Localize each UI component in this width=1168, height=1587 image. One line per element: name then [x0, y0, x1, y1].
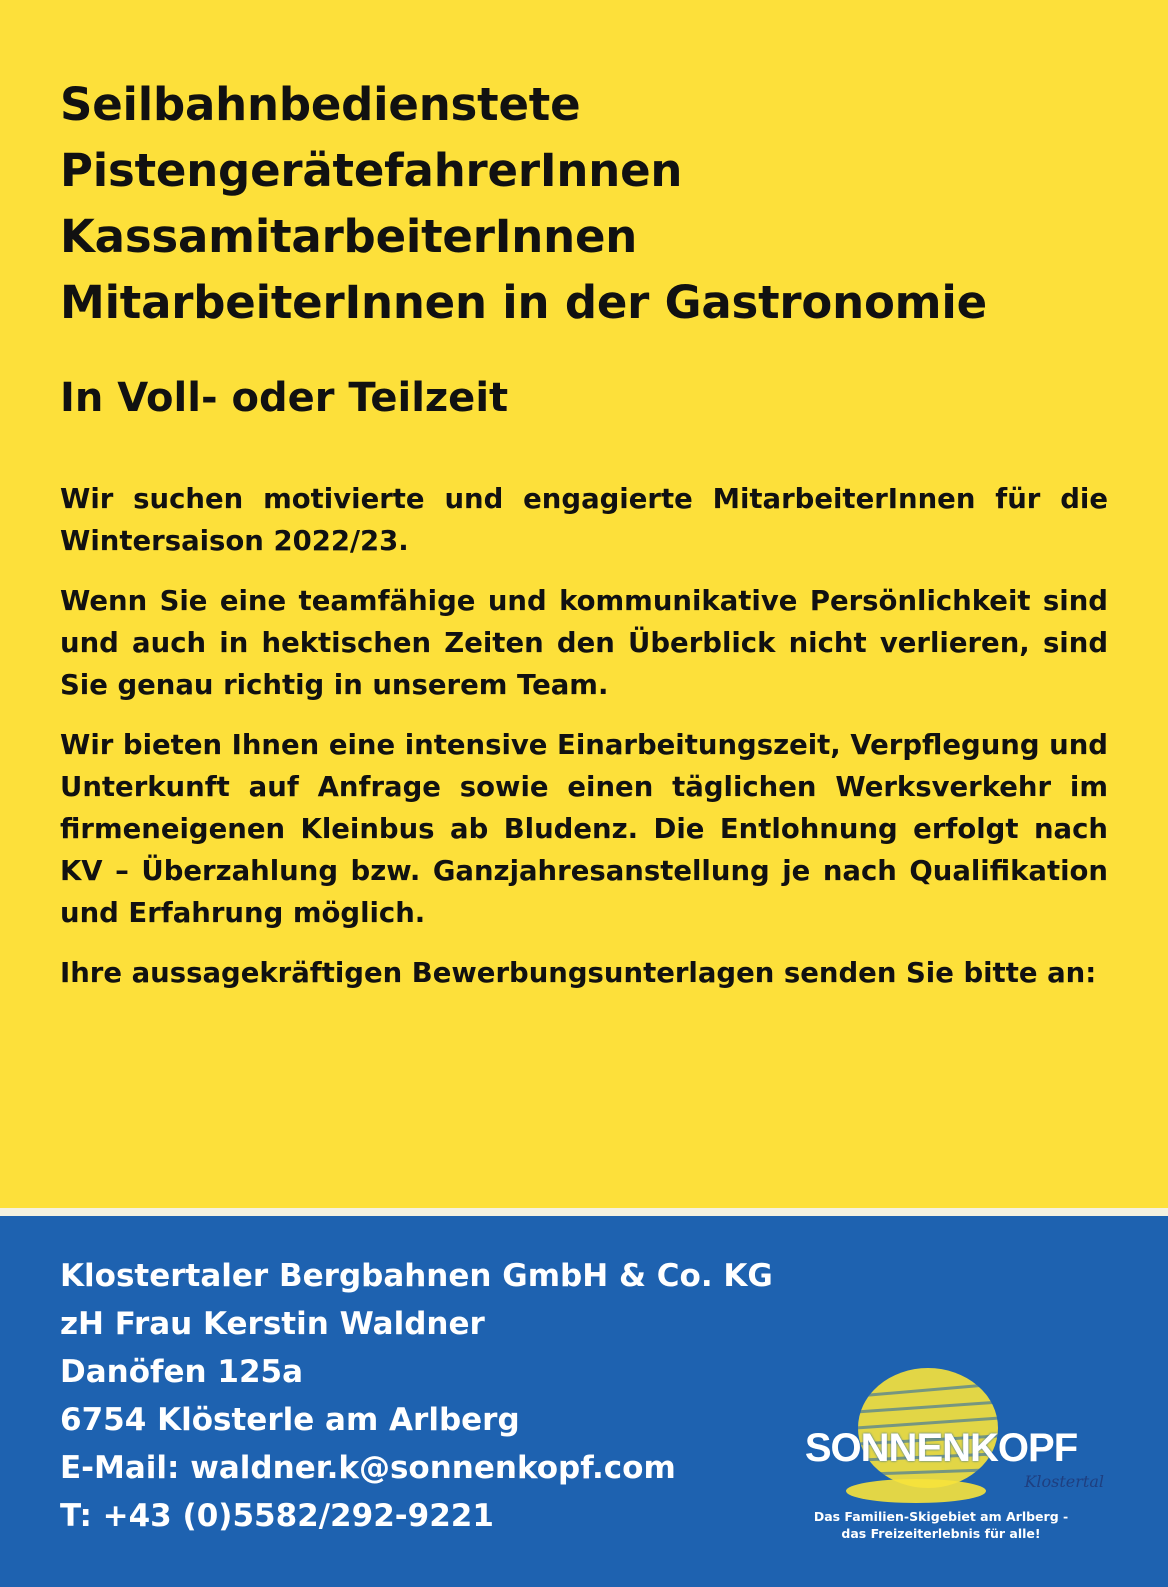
company-name: Klostertaler Bergbahnen GmbH & Co. KG [60, 1258, 773, 1294]
email-link[interactable]: E-Mail: waldner.k@sonnenkopf.com [60, 1450, 676, 1486]
job-title-3: KassamitarbeiterInnen [60, 210, 638, 263]
section-divider [0, 1208, 1168, 1216]
ad-body [60, 478, 1108, 1012]
sonnenkopf-logo [766, 1366, 1116, 1576]
phone-number[interactable]: T: +43 (0)5582/292-9221 [60, 1498, 494, 1534]
contact-person: zH Frau Kerstin Waldner [60, 1306, 485, 1342]
paragraph-intro: Wir suchen motivierte und engagierte MitarbeiterInnen für die Wintersaison 2022/23. [60, 483, 1108, 557]
paragraph-profile: Wenn Sie eine teamfähige und kommunikative Persönlichkeit sind und auch in hektischen Zeiten den Überblick nicht verlieren, sind Sie genau richtig in unserem Team. [60, 585, 1108, 701]
city-address: 6754 Klösterle am Arlberg [60, 1402, 520, 1438]
logo-wordmark: SONNENKOPF [804, 1426, 1078, 1470]
job-title-1: Seilbahnbedienstete [60, 78, 581, 131]
job-title-4: MitarbeiterInnen in der Gastronomie [60, 276, 987, 329]
logo-tagline-1: Das Familien-Skigebiet am Arlberg - [813, 1509, 1069, 1524]
logo-tagline-2: das Freizeiterlebnis für alle! [841, 1526, 1041, 1541]
contact-section [0, 1216, 1168, 1587]
logo-tagline [766, 1508, 1116, 1542]
employment-type: In Voll- oder Teilzeit [60, 375, 509, 421]
job-titles [60, 72, 1120, 336]
street-address: Danöfen 125a [60, 1354, 304, 1390]
contact-address [60, 1252, 773, 1540]
job-title-2: PistengerätefahrerInnen [60, 144, 683, 197]
logo-region: Klostertal [1024, 1472, 1104, 1491]
paragraph-offer: Wir bieten Ihnen eine intensive Einarbeitungszeit, Verpflegung und Unterkunft auf Anfrage sowie einen täglichen Werksverkehr im firmeneigenen Kleinbus ab Bludenz. Die Entlohnung erfolgt nach KV – Überzahlung bzw. Ganzjahresanstellung je nach Qualifikation und Erfahrung möglich. [60, 729, 1108, 929]
paragraph-apply: Ihre aussagekräftigen Bewerbungsunterlagen senden Sie bitte an: [60, 957, 1097, 989]
